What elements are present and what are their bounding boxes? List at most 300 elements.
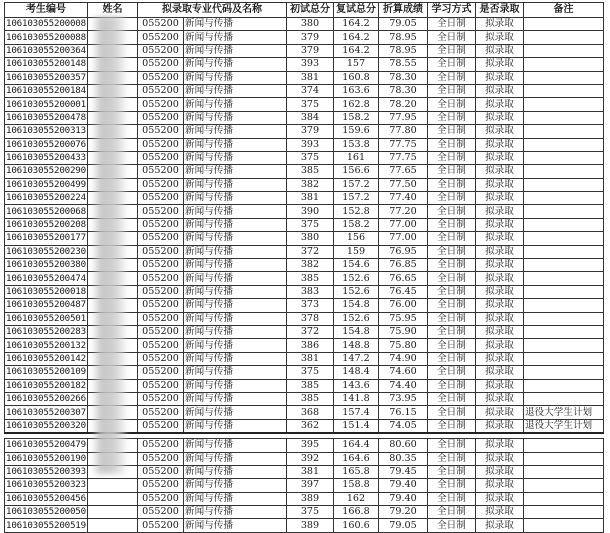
cell-admitted: 拟录取 [475, 165, 523, 178]
cell-study-mode: 全日制 [427, 138, 475, 151]
cell-study-mode: 全日制 [427, 439, 475, 452]
cell-major-name: 新闻与传播 [183, 492, 286, 505]
cell-exam-id: 106103055200478 [6, 111, 86, 123]
cell-exam-id: 106103055200190 [6, 452, 86, 464]
cell-study-mode: 全日制 [427, 18, 475, 31]
cell-major-code: 055200 [137, 392, 183, 405]
cell-retest-score: 154.8 [333, 299, 378, 312]
cell-retest-score: 159.6 [333, 125, 378, 138]
cell-note [523, 285, 603, 298]
cell-major-name: 新闻与传播 [183, 98, 286, 111]
cell-final-score: 77.65 [378, 165, 427, 178]
cell-study-mode: 全日制 [427, 125, 475, 138]
cell-admitted: 拟录取 [475, 84, 523, 97]
cell-note [523, 519, 603, 532]
cell-exam-id: 106103055200266 [6, 393, 86, 405]
cell-retest-score: 156 [333, 232, 378, 245]
cell-initial-score: 393 [286, 58, 333, 71]
cell-major-name: 新闻与传播 [183, 44, 286, 57]
cell-retest-score: 158.8 [333, 479, 378, 492]
cell-initial-score: 372 [286, 245, 333, 258]
cell-retest-score: 157 [333, 58, 378, 71]
cell-major-code: 055200 [137, 419, 183, 433]
cell-admitted: 拟录取 [475, 259, 523, 272]
cell-note [523, 439, 603, 452]
cell-note [523, 352, 603, 365]
cell-admitted: 拟录取 [475, 245, 523, 258]
cell-final-score: 79.05 [378, 519, 427, 532]
cell-exam-id: 106103055200357 [6, 71, 86, 83]
cell-retest-score: 158.2 [333, 111, 378, 124]
cell-exam-id: 106103055200148 [6, 58, 86, 70]
cell-final-score: 75.80 [378, 339, 427, 352]
cell-admitted: 拟录取 [475, 406, 523, 419]
cell-note [523, 379, 603, 392]
cell-exam-id: 106103055200142 [6, 352, 86, 364]
cell-note [523, 299, 603, 312]
cell-final-score: 77.00 [378, 232, 427, 245]
cell-major-name: 新闻与传播 [183, 419, 286, 433]
cell-final-score: 77.50 [378, 178, 427, 191]
cell-major-code: 055200 [137, 84, 183, 97]
header-final-score: 折算成绩 [378, 3, 427, 18]
cell-admitted: 拟录取 [475, 439, 523, 452]
cell-admitted: 拟录取 [475, 125, 523, 138]
cell-final-score: 79.05 [378, 18, 427, 31]
cell-admitted: 拟录取 [475, 392, 523, 405]
cell-final-score: 74.40 [378, 379, 427, 392]
cell-initial-score: 395 [286, 439, 333, 452]
cell-major-code: 055200 [137, 439, 183, 452]
cell-retest-score: 156.6 [333, 165, 378, 178]
cell-note [523, 272, 603, 285]
cell-study-mode: 全日制 [427, 366, 475, 379]
cell-exam-id: 106103055200068 [6, 205, 86, 217]
cell-admitted: 拟录取 [475, 31, 523, 44]
cell-final-score: 79.40 [378, 479, 427, 492]
cell-final-score: 78.95 [378, 44, 427, 57]
cell-study-mode: 全日制 [427, 151, 475, 164]
cell-exam-id: 106103055200008 [6, 18, 86, 30]
cell-retest-score: 160.6 [333, 519, 378, 532]
cell-major-name: 新闻与传播 [183, 178, 286, 191]
cell-initial-score: 385 [286, 392, 333, 405]
cell-major-name: 新闻与传播 [183, 259, 286, 272]
header-name: 姓名 [87, 3, 137, 18]
cell-note [523, 125, 603, 138]
cell-retest-score: 157.2 [333, 192, 378, 205]
cell-final-score: 77.20 [378, 205, 427, 218]
cell-retest-score: 154.6 [333, 259, 378, 272]
header-major: 拟录取专业代码及名称 [137, 3, 286, 18]
cell-final-score: 77.75 [378, 151, 427, 164]
cell-final-score: 77.95 [378, 111, 427, 124]
cell-study-mode: 全日制 [427, 58, 475, 71]
cell-exam-id: 106103055200323 [6, 479, 86, 491]
cell-note [523, 218, 603, 231]
cell-note [523, 165, 603, 178]
cell-major-code: 055200 [137, 352, 183, 365]
cell-name [87, 519, 137, 532]
cell-major-name: 新闻与传播 [183, 439, 286, 452]
cell-retest-score: 157.2 [333, 178, 378, 191]
cell-major-code: 055200 [137, 285, 183, 298]
cell-note [523, 392, 603, 405]
cell-major-name: 新闻与传播 [183, 406, 286, 419]
cell-initial-score: 375 [286, 366, 333, 379]
cell-exam-id: 106103055200177 [6, 232, 86, 244]
cell-final-score: 76.45 [378, 285, 427, 298]
cell-major-name: 新闻与传播 [183, 71, 286, 84]
cell-study-mode: 全日制 [427, 205, 475, 218]
cell-final-score: 80.35 [378, 452, 427, 465]
cell-major-code: 055200 [137, 272, 183, 285]
cell-initial-score: 385 [286, 272, 333, 285]
cell-admitted: 拟录取 [475, 218, 523, 231]
cell-exam-id: 106103055200018 [6, 286, 86, 297]
cell-study-mode: 全日制 [427, 379, 475, 392]
cell-retest-score: 143.6 [333, 379, 378, 392]
cell-major-code: 055200 [137, 18, 183, 31]
table-row [5, 479, 604, 492]
cell-major-name: 新闻与传播 [183, 352, 286, 365]
cell-major-code: 055200 [137, 165, 183, 178]
cell-admitted: 拟录取 [475, 18, 523, 31]
cell-major-code: 055200 [137, 452, 183, 465]
cell-exam-id: 106103055200456 [6, 492, 86, 504]
cell-initial-score: 389 [286, 492, 333, 505]
cell-retest-score: 164.4 [333, 439, 378, 452]
cell-exam-id: 106103055200230 [6, 245, 86, 257]
cell-admitted: 拟录取 [475, 192, 523, 205]
cell-exam-id: 106103055200499 [6, 178, 86, 190]
cell-final-score: 79.45 [378, 465, 427, 478]
cell-final-score: 78.95 [378, 31, 427, 44]
cell-study-mode: 全日制 [427, 352, 475, 365]
cell-note [523, 111, 603, 124]
cell-study-mode: 全日制 [427, 506, 475, 519]
cell-major-code: 055200 [137, 465, 183, 478]
cell-retest-score: 157.4 [333, 406, 378, 419]
cell-note [523, 339, 603, 352]
cell-note [523, 178, 603, 191]
cell-retest-score: 153.8 [333, 138, 378, 151]
cell-retest-score: 166.8 [333, 506, 378, 519]
cell-retest-score: 152.6 [333, 285, 378, 298]
cell-note [523, 492, 603, 505]
cell-admitted: 拟录取 [475, 519, 523, 532]
cell-study-mode: 全日制 [427, 312, 475, 325]
cell-exam-id: 106103055200132 [6, 339, 86, 351]
cell-final-score: 76.15 [378, 406, 427, 419]
cell-admitted: 拟录取 [475, 419, 523, 433]
cell-major-name: 新闻与传播 [183, 465, 286, 478]
cell-exam-id: 106103055200050 [6, 506, 86, 518]
cell-exam-id: 106103055200479 [6, 439, 86, 451]
cell-exam-id: 106103055200109 [6, 366, 86, 378]
cell-note [523, 31, 603, 44]
cell-name [87, 506, 137, 519]
cell-exam-id: 106103055200076 [6, 138, 86, 150]
cell-admitted: 拟录取 [475, 452, 523, 465]
cell-study-mode: 全日制 [427, 192, 475, 205]
cell-study-mode: 全日制 [427, 339, 475, 352]
cell-note [523, 325, 603, 338]
cell-admitted: 拟录取 [475, 205, 523, 218]
cell-exam-id: 106103055200184 [6, 85, 86, 97]
cell-retest-score: 164.2 [333, 44, 378, 57]
cell-initial-score: 380 [286, 18, 333, 31]
cell-major-name: 新闻与传播 [183, 31, 286, 44]
cell-exam-id: 106103055200307 [6, 406, 86, 418]
cell-major-code: 055200 [137, 205, 183, 218]
cell-study-mode: 全日制 [427, 299, 475, 312]
cell-exam-id: 106103055200182 [6, 379, 86, 391]
cell-exam-id: 106103055200393 [6, 466, 86, 478]
cell-study-mode: 全日制 [427, 492, 475, 505]
cell-admitted: 拟录取 [475, 492, 523, 505]
cell-major-code: 055200 [137, 111, 183, 124]
cell-note [523, 205, 603, 218]
cell-final-score: 78.30 [378, 71, 427, 84]
table-row [5, 519, 604, 532]
cell-study-mode: 全日制 [427, 392, 475, 405]
cell-final-score: 76.65 [378, 272, 427, 285]
cell-study-mode: 全日制 [427, 98, 475, 111]
cell-admitted: 拟录取 [475, 506, 523, 519]
cell-retest-score: 162 [333, 492, 378, 505]
cell-initial-score: 381 [286, 192, 333, 205]
cell-initial-score: 384 [286, 111, 333, 124]
cell-exam-id: 106103055200501 [6, 312, 86, 324]
cell-study-mode: 全日制 [427, 232, 475, 245]
cell-admitted: 拟录取 [475, 232, 523, 245]
cell-note [523, 479, 603, 492]
header-exam-id: 考生编号 [5, 3, 88, 18]
cell-major-name: 新闻与传播 [183, 285, 286, 298]
cell-major-name: 新闻与传播 [183, 339, 286, 352]
cell-initial-score: 368 [286, 406, 333, 419]
cell-study-mode: 全日制 [427, 245, 475, 258]
cell-note [523, 18, 603, 31]
cell-major-name: 新闻与传播 [183, 452, 286, 465]
cell-study-mode: 全日制 [427, 218, 475, 231]
cell-major-name: 新闻与传播 [183, 392, 286, 405]
cell-admitted: 拟录取 [475, 285, 523, 298]
cell-major-code: 055200 [137, 192, 183, 205]
cell-final-score: 77.80 [378, 125, 427, 138]
cell-admitted: 拟录取 [475, 44, 523, 57]
header-admitted: 是否录取 [475, 3, 523, 18]
cell-study-mode: 全日制 [427, 84, 475, 97]
cell-major-name: 新闻与传播 [183, 366, 286, 379]
cell-major-code: 055200 [137, 506, 183, 519]
cell-final-score: 74.60 [378, 366, 427, 379]
cell-major-code: 055200 [137, 138, 183, 151]
cell-major-name: 新闻与传播 [183, 325, 286, 338]
cell-initial-score: 375 [286, 506, 333, 519]
cell-major-code: 055200 [137, 339, 183, 352]
cell-major-name: 新闻与传播 [183, 272, 286, 285]
cell-admitted: 拟录取 [475, 138, 523, 151]
cell-major-code: 055200 [137, 299, 183, 312]
cell-major-code: 055200 [137, 44, 183, 57]
cell-note [523, 366, 603, 379]
cell-final-score: 79.20 [378, 506, 427, 519]
cell-admitted: 拟录取 [475, 465, 523, 478]
cell-final-score: 76.00 [378, 299, 427, 312]
cell-major-code: 055200 [137, 31, 183, 44]
cell-final-score: 76.85 [378, 259, 427, 272]
cell-final-score: 73.95 [378, 392, 427, 405]
cell-major-name: 新闻与传播 [183, 84, 286, 97]
cell-final-score: 76.95 [378, 245, 427, 258]
cell-study-mode: 全日制 [427, 406, 475, 419]
cell-admitted: 拟录取 [475, 312, 523, 325]
cell-initial-score: 390 [286, 205, 333, 218]
cell-note: 退役大学生计划 [523, 419, 603, 433]
cell-initial-score: 382 [286, 178, 333, 191]
cell-major-code: 055200 [137, 492, 183, 505]
cell-final-score: 77.40 [378, 192, 427, 205]
cell-exam-id: 106103055200290 [6, 165, 86, 177]
cell-major-code: 055200 [137, 125, 183, 138]
cell-initial-score: 389 [286, 519, 333, 532]
cell-initial-score: 362 [286, 419, 333, 433]
cell-major-code: 055200 [137, 366, 183, 379]
cell-major-code: 055200 [137, 406, 183, 419]
cell-study-mode: 全日制 [427, 44, 475, 57]
cell-initial-score: 379 [286, 44, 333, 57]
cell-retest-score: 152.6 [333, 312, 378, 325]
cell-major-name: 新闻与传播 [183, 111, 286, 124]
cell-retest-score: 159 [333, 245, 378, 258]
cell-final-score: 78.20 [378, 98, 427, 111]
cell-initial-score: 392 [286, 452, 333, 465]
cell-exam-id: 106103055200364 [6, 44, 86, 56]
cell-retest-score: 162.8 [333, 98, 378, 111]
cell-major-code: 055200 [137, 379, 183, 392]
cell-study-mode: 全日制 [427, 71, 475, 84]
cell-note [523, 506, 603, 519]
cell-note [523, 98, 603, 111]
cell-retest-score: 161 [333, 151, 378, 164]
cell-study-mode: 全日制 [427, 165, 475, 178]
cell-note [523, 259, 603, 272]
cell-study-mode: 全日制 [427, 178, 475, 191]
header-study-mode: 学习方式 [427, 3, 475, 18]
cell-retest-score: 165.8 [333, 465, 378, 478]
cell-final-score: 78.30 [378, 84, 427, 97]
cell-retest-score: 148.4 [333, 366, 378, 379]
cell-study-mode: 全日制 [427, 325, 475, 338]
cell-admitted: 拟录取 [475, 325, 523, 338]
cell-major-name: 新闻与传播 [183, 165, 286, 178]
cell-exam-id: 106103055200313 [6, 125, 86, 137]
cell-major-name: 新闻与传播 [183, 506, 286, 519]
cell-initial-score: 373 [286, 299, 333, 312]
cell-note [523, 84, 603, 97]
cell-admitted: 拟录取 [475, 111, 523, 124]
cell-major-code: 055200 [137, 218, 183, 231]
cell-study-mode: 全日制 [427, 419, 475, 433]
table-row [5, 492, 604, 505]
cell-major-code: 055200 [137, 245, 183, 258]
cell-major-code: 055200 [137, 98, 183, 111]
cell-major-name: 新闻与传播 [183, 218, 286, 231]
cell-initial-score: 372 [286, 325, 333, 338]
cell-final-score: 75.90 [378, 325, 427, 338]
cell-study-mode: 全日制 [427, 285, 475, 298]
cell-retest-score: 148.8 [333, 339, 378, 352]
cell-retest-score: 164.6 [333, 452, 378, 465]
cell-admitted: 拟录取 [475, 352, 523, 365]
cell-initial-score: 381 [286, 352, 333, 365]
cell-final-score: 74.90 [378, 352, 427, 365]
cell-initial-score: 379 [286, 31, 333, 44]
cell-study-mode: 全日制 [427, 465, 475, 478]
cell-note [523, 151, 603, 164]
cell-note [523, 312, 603, 325]
cell-exam-id: 106103055200001 [6, 98, 86, 110]
cell-initial-score: 397 [286, 479, 333, 492]
cell-initial-score: 381 [286, 465, 333, 478]
cell-exam-id: 106103055200208 [6, 219, 86, 231]
cell-note [523, 232, 603, 245]
cell-retest-score: 154.8 [333, 325, 378, 338]
cell-major-code: 055200 [137, 71, 183, 84]
cell-major-name: 新闻与传播 [183, 18, 286, 31]
cell-initial-score: 393 [286, 138, 333, 151]
cell-retest-score: 163.6 [333, 84, 378, 97]
header-note: 备注 [523, 3, 603, 18]
cell-initial-score: 380 [286, 232, 333, 245]
cell-note [523, 452, 603, 465]
cell-admitted: 拟录取 [475, 379, 523, 392]
cell-major-name: 新闻与传播 [183, 58, 286, 71]
cell-major-name: 新闻与传播 [183, 519, 286, 532]
cell-exam-id: 106103055200474 [6, 272, 86, 284]
cell-retest-score: 160.8 [333, 71, 378, 84]
cell-admitted: 拟录取 [475, 299, 523, 312]
cell-name [87, 479, 137, 492]
cell-major-code: 055200 [137, 178, 183, 191]
cell-retest-score: 152.6 [333, 272, 378, 285]
cell-major-code: 055200 [137, 232, 183, 245]
cell-initial-score: 375 [286, 218, 333, 231]
cell-exam-id: 106103055200088 [6, 31, 86, 43]
cell-retest-score: 147.2 [333, 352, 378, 365]
cell-exam-id: 106103055200380 [6, 259, 86, 271]
table-row [5, 506, 604, 519]
cell-exam-id: 106103055200224 [6, 192, 86, 204]
cell-major-name: 新闻与传播 [183, 151, 286, 164]
cell-admitted: 拟录取 [475, 98, 523, 111]
cell-admitted: 拟录取 [475, 479, 523, 492]
cell-study-mode: 全日制 [427, 111, 475, 124]
cell-major-code: 055200 [137, 151, 183, 164]
cell-study-mode: 全日制 [427, 259, 475, 272]
cell-final-score: 78.55 [378, 58, 427, 71]
cell-initial-score: 379 [286, 125, 333, 138]
cell-initial-score: 386 [286, 339, 333, 352]
cell-study-mode: 全日制 [427, 272, 475, 285]
cell-final-score: 77.00 [378, 218, 427, 231]
cell-admitted: 拟录取 [475, 366, 523, 379]
cell-initial-score: 375 [286, 151, 333, 164]
cell-major-name: 新闻与传播 [183, 205, 286, 218]
cell-initial-score: 385 [286, 165, 333, 178]
